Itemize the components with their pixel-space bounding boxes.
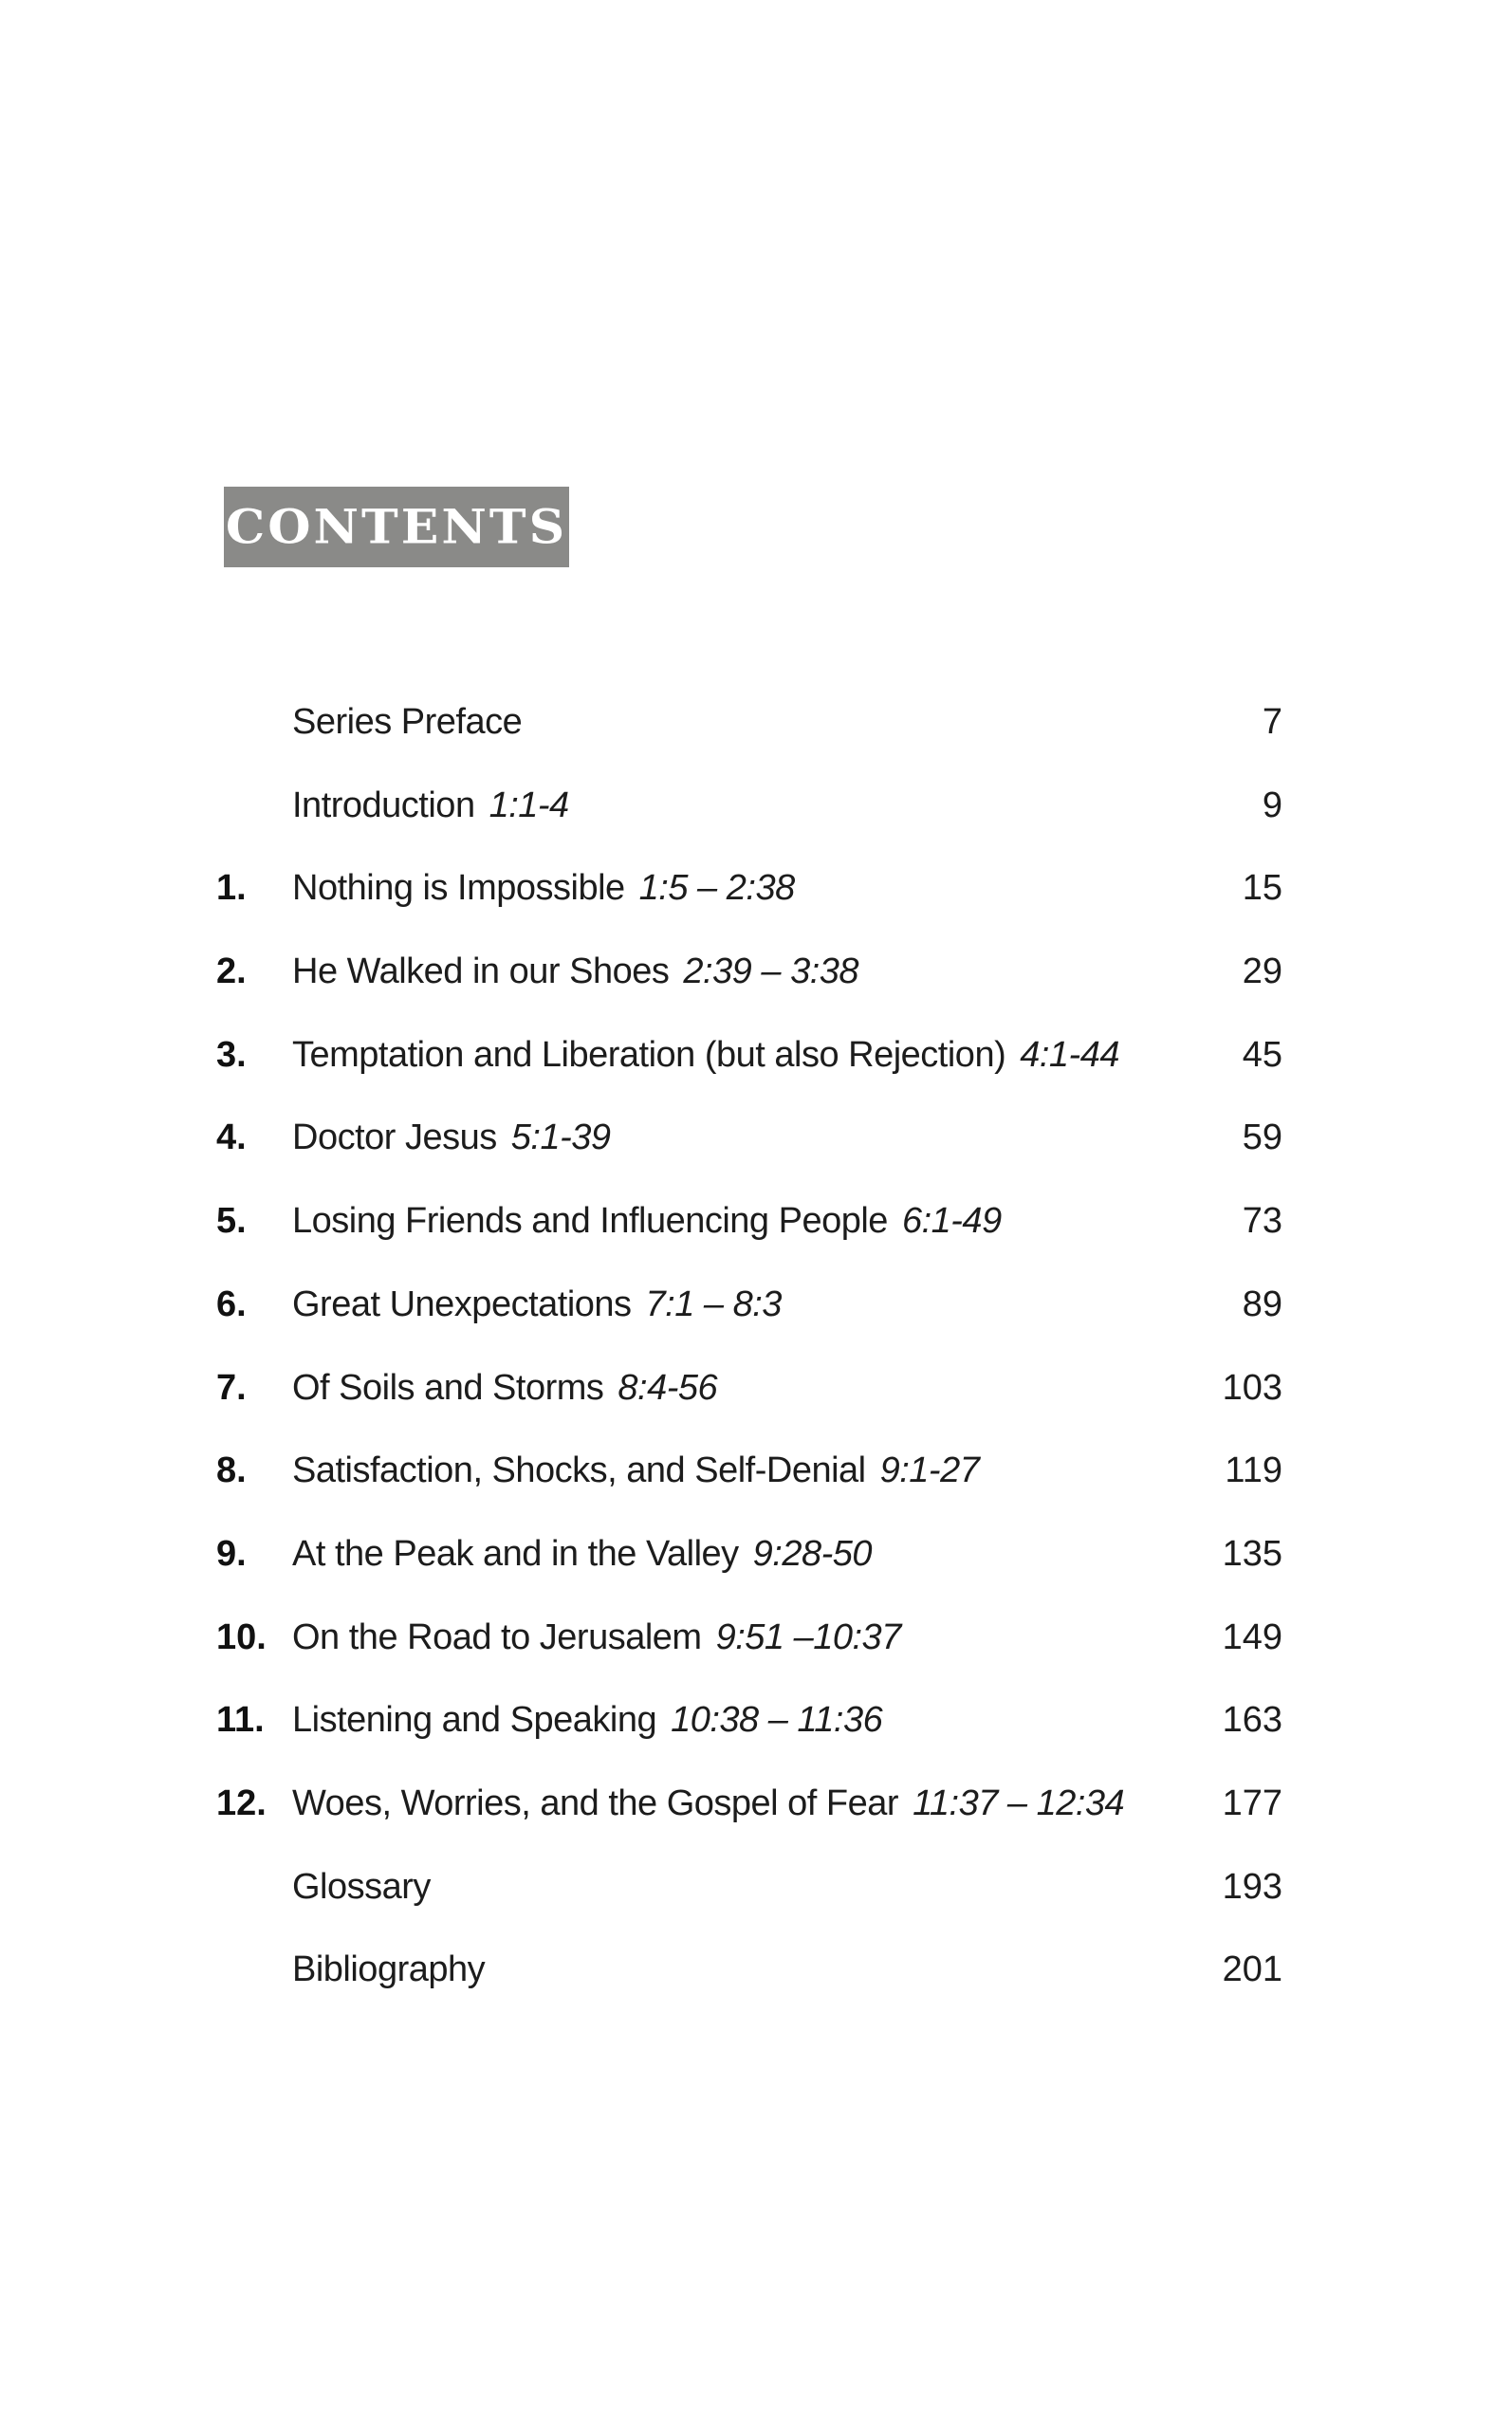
toc-entry bbox=[216, 951, 1282, 1035]
entry-title: He Walked in our Shoes bbox=[292, 951, 670, 992]
entry-number: 9. bbox=[216, 1533, 247, 1574]
entry-number: 3. bbox=[216, 1034, 247, 1075]
table-of-contents bbox=[216, 702, 1282, 2033]
entry-number: 12. bbox=[216, 1783, 267, 1823]
toc-entry bbox=[216, 702, 1282, 785]
entry-page: 73 bbox=[1242, 1201, 1282, 1242]
entry-title: Woes, Worries, and the Gospel of Fear bbox=[292, 1783, 899, 1823]
toc-entry bbox=[216, 1035, 1282, 1118]
entry-title: Of Soils and Storms bbox=[292, 1367, 604, 1408]
entry-reference: 1:1-4 bbox=[489, 785, 569, 825]
entry-reference: 1:5 – 2:38 bbox=[638, 868, 795, 909]
entry-number: 4. bbox=[216, 1118, 247, 1158]
entry-page: 7 bbox=[1262, 702, 1282, 742]
entry-title: Nothing is Impossible bbox=[292, 868, 625, 909]
contents-title: CONTENTS bbox=[225, 498, 568, 555]
entry-reference: 9:28-50 bbox=[752, 1533, 873, 1574]
entry-number: 6. bbox=[216, 1284, 247, 1324]
entry-reference: 8:4-56 bbox=[618, 1367, 718, 1408]
entry-page: 45 bbox=[1242, 1034, 1282, 1075]
contents-banner bbox=[224, 487, 569, 567]
entry-reference: 2:39 – 3:38 bbox=[683, 951, 859, 992]
toc-entry bbox=[216, 1201, 1282, 1284]
entry-number: 8. bbox=[216, 1450, 247, 1491]
entry-number: 2. bbox=[216, 951, 247, 992]
toc-entry bbox=[216, 1368, 1282, 1451]
entry-page: 163 bbox=[1222, 1700, 1282, 1741]
toc-entry bbox=[216, 785, 1282, 869]
entry-title: Losing Friends and Influencing People bbox=[292, 1201, 888, 1242]
entry-reference: 5:1-39 bbox=[510, 1118, 611, 1158]
toc-entry bbox=[216, 1783, 1282, 1867]
entry-title: Doctor Jesus bbox=[292, 1118, 497, 1158]
entry-page: 119 bbox=[1225, 1450, 1282, 1491]
toc-entry bbox=[216, 1949, 1282, 2033]
entry-number: 10. bbox=[216, 1616, 267, 1657]
entry-title: Temptation and Liberation (but also Rejection) bbox=[292, 1034, 1006, 1075]
entry-number: 11. bbox=[216, 1700, 265, 1741]
entry-page: 135 bbox=[1222, 1533, 1282, 1574]
entry-title: Bibliography bbox=[292, 1949, 486, 1990]
entry-reference: 6:1-49 bbox=[901, 1201, 1002, 1242]
entry-reference: 11:37 – 12:34 bbox=[913, 1783, 1125, 1823]
entry-page: 15 bbox=[1242, 868, 1282, 909]
toc-entry bbox=[216, 1867, 1282, 1950]
entry-title: Series Preface bbox=[292, 702, 523, 742]
entry-title: Glossary bbox=[292, 1866, 431, 1907]
entry-page: 9 bbox=[1262, 785, 1282, 825]
toc-entry bbox=[216, 1700, 1282, 1783]
entry-page: 89 bbox=[1242, 1284, 1282, 1324]
toc-entry bbox=[216, 1450, 1282, 1534]
entry-title: Satisfaction, Shocks, and Self-Denial bbox=[292, 1450, 866, 1491]
toc-entry bbox=[216, 1617, 1282, 1701]
entry-reference: 7:1 – 8:3 bbox=[645, 1284, 782, 1324]
entry-title: At the Peak and in the Valley bbox=[292, 1533, 739, 1574]
toc-entry bbox=[216, 868, 1282, 951]
toc-entry bbox=[216, 1534, 1282, 1617]
entry-title: Introduction bbox=[292, 785, 475, 825]
entry-page: 193 bbox=[1222, 1866, 1282, 1907]
entry-page: 177 bbox=[1222, 1783, 1282, 1823]
entry-page: 59 bbox=[1242, 1118, 1282, 1158]
entry-reference: 4:1-44 bbox=[1020, 1034, 1119, 1075]
entry-title: Great Unexpectations bbox=[292, 1284, 632, 1324]
entry-reference: 9:51 –10:37 bbox=[715, 1616, 901, 1657]
entry-page: 29 bbox=[1242, 951, 1282, 992]
entry-page: 149 bbox=[1222, 1616, 1282, 1657]
entry-page: 103 bbox=[1222, 1367, 1282, 1408]
entry-number: 7. bbox=[216, 1367, 247, 1408]
toc-entry bbox=[216, 1118, 1282, 1201]
entry-page: 201 bbox=[1222, 1949, 1282, 1990]
entry-title: On the Road to Jerusalem bbox=[292, 1616, 702, 1657]
entry-number: 1. bbox=[216, 868, 247, 909]
entry-number: 5. bbox=[216, 1201, 247, 1242]
entry-title: Listening and Speaking bbox=[292, 1700, 657, 1741]
entry-reference: 10:38 – 11:36 bbox=[671, 1700, 883, 1741]
entry-reference: 9:1-27 bbox=[879, 1450, 980, 1491]
toc-entry bbox=[216, 1284, 1282, 1368]
